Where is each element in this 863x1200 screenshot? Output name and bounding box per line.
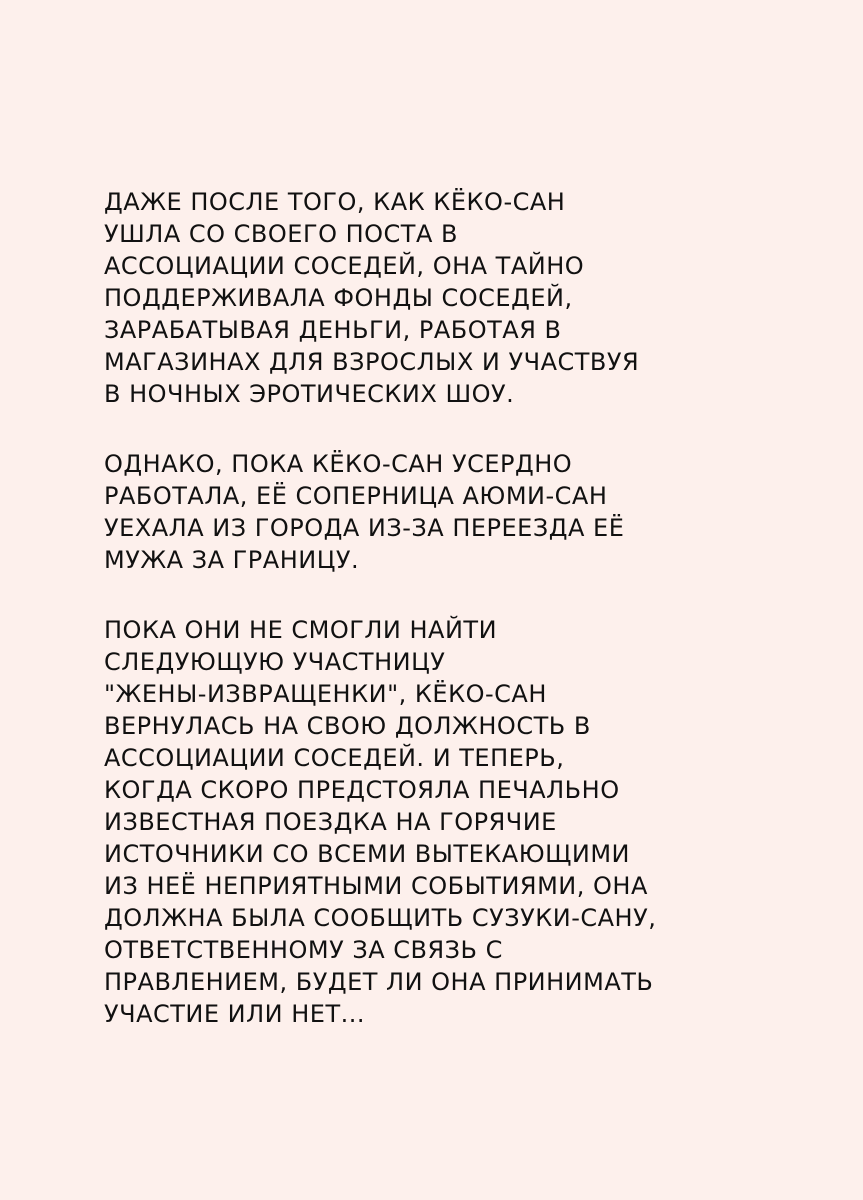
text-line: ИСТОЧНИКИ СО ВСЕМИ ВЫТЕКАЮЩИМИ xyxy=(104,840,630,868)
text-line: УЕХАЛА ИЗ ГОРОДА ИЗ-ЗА ПЕРЕЕЗДА ЕЁ xyxy=(104,514,625,542)
text-line: ЗАРАБАТЫВАЯ ДЕНЬГИ, РАБОТАЯ В xyxy=(104,316,562,344)
text-line: КОГДА СКОРО ПРЕДСТОЯЛА ПЕЧАЛЬНО xyxy=(104,776,620,804)
text-line: В НОЧНЫХ ЭРОТИЧЕСКИХ ШОУ. xyxy=(104,380,515,408)
text-line: АССОЦИАЦИИ СОСЕДЕЙ. И ТЕПЕРЬ, xyxy=(104,744,565,772)
narration-text-block xyxy=(104,186,804,1030)
text-line: ОТВЕТСТВЕННОМУ ЗА СВЯЗЬ С xyxy=(104,936,503,964)
text-line: "ЖЕНЫ-ИЗВРАЩЕНКИ", КЁКО-САН xyxy=(104,680,547,708)
text-line: ИЗВЕСТНАЯ ПОЕЗДКА НА ГОРЯЧИЕ xyxy=(104,808,557,836)
paragraph-2 xyxy=(104,448,804,576)
text-line: ВЕРНУЛАСЬ НА СВОЮ ДОЛЖНОСТЬ В xyxy=(104,712,591,740)
text-line: МАГАЗИНАХ ДЛЯ ВЗРОСЛЫХ И УЧАСТВУЯ xyxy=(104,348,640,376)
text-line: СЛЕДУЮЩУЮ УЧАСТНИЦУ xyxy=(104,648,446,676)
text-line: ПОДДЕРЖИВАЛА ФОНДЫ СОСЕДЕЙ, xyxy=(104,284,573,312)
text-line: ПРАВЛЕНИЕМ, БУДЕТ ЛИ ОНА ПРИНИМАТЬ xyxy=(104,968,654,996)
text-line: ПОКА ОНИ НЕ СМОГЛИ НАЙТИ xyxy=(104,616,498,644)
paragraph-gap xyxy=(104,410,804,448)
text-line: ДАЖЕ ПОСЛЕ ТОГО, КАК КЁКО-САН xyxy=(104,188,566,216)
text-line: УЧАСТИЕ ИЛИ НЕТ... xyxy=(104,1000,365,1028)
text-line: РАБОТАЛА, ЕЁ СОПЕРНИЦА АЮМИ-САН xyxy=(104,482,608,510)
text-line: МУЖА ЗА ГРАНИЦУ. xyxy=(104,546,360,574)
text-line: АССОЦИАЦИИ СОСЕДЕЙ, ОНА ТАЙНО xyxy=(104,252,585,280)
text-line: УШЛА СО СВОЕГО ПОСТА В xyxy=(104,220,458,248)
text-line: ДОЛЖНА БЫЛА СООБЩИТЬ СУЗУКИ-САНУ, xyxy=(104,904,657,932)
paragraph-1 xyxy=(104,186,804,410)
paragraph-gap xyxy=(104,576,804,614)
text-line: ИЗ НЕЁ НЕПРИЯТНЫМИ СОБЫТИЯМИ, ОНА xyxy=(104,872,648,900)
text-line: ОДНАКО, ПОКА КЁКО-САН УСЕРДНО xyxy=(104,450,573,478)
paragraph-3 xyxy=(104,614,804,1030)
